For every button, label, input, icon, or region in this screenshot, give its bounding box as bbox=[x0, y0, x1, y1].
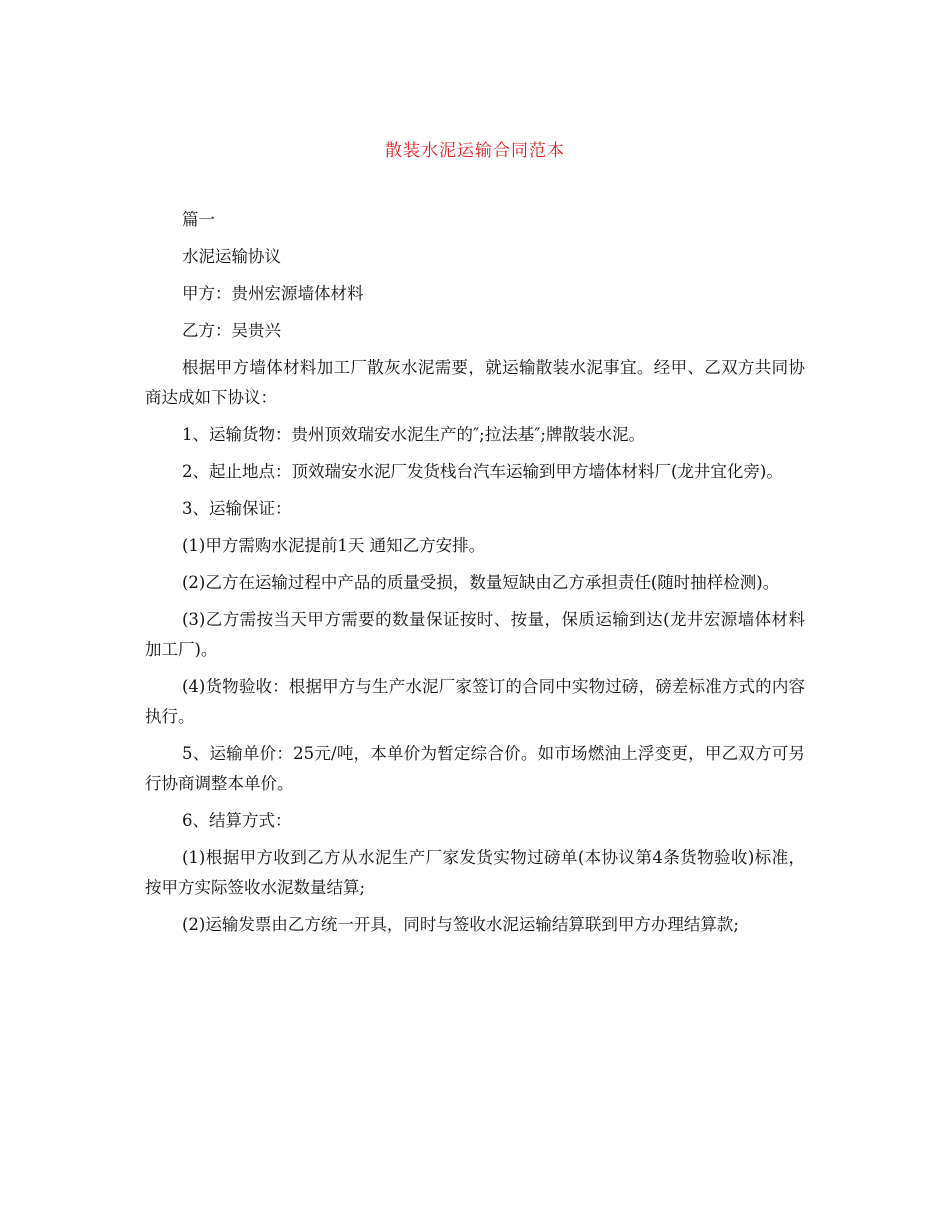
section-heading: 篇一 bbox=[182, 210, 215, 229]
clause-locations: 2、起止地点：顶效瑞安水泥厂发货栈台汽车运输到甲方墙体材料厂(龙井宜化旁)。 bbox=[182, 462, 783, 481]
party-a: 甲方：贵州宏源墙体材料 bbox=[182, 284, 364, 303]
clause-guarantee-heading: 3、运输保证： bbox=[182, 499, 292, 518]
clause-unit-price: 5、运输单价：25元/吨，本单价为暂定综合价。如市场燃油上浮变更，甲乙双方可另行协商调整本单价。 bbox=[145, 744, 805, 793]
document-body bbox=[145, 205, 805, 947]
clause-settlement-item-1: (1)根据甲方收到乙方从水泥生产厂家发货实物过磅单(本协议第4条货物验收)标准，按甲方实际签收水泥数量结算; bbox=[145, 848, 805, 897]
preamble-paragraph: 根据甲方墙体材料加工厂散灰水泥需要，就运输散装水泥事宜。经甲、乙双方共同协商达成如下协议： bbox=[145, 358, 805, 407]
clause-settlement-item-2: (2)运输发票由乙方统一开具，同时与签收水泥运输结算联到甲方办理结算款; bbox=[182, 915, 739, 934]
clause-guarantee-item-2: (2)乙方在运输过程中产品的质量受损，数量短缺由乙方承担责任(随时抽样检测)。 bbox=[182, 573, 780, 592]
clause-goods: 1、运输货物：贵州顶效瑞安水泥生产的″;拉法基″;牌散装水泥。 bbox=[182, 425, 645, 444]
document-title: 散装水泥运输合同范本 bbox=[385, 141, 565, 161]
clause-guarantee-item-1: (1)甲方需购水泥提前1天 通知乙方安排。 bbox=[182, 536, 486, 555]
clause-guarantee-item-4: (4)货物验收：根据甲方与生产水泥厂家签订的合同中实物过磅，磅差标准方式的内容执行。 bbox=[145, 677, 805, 726]
agreement-title: 水泥运输协议 bbox=[182, 247, 281, 266]
party-b: 乙方：吴贵兴 bbox=[182, 321, 281, 340]
clause-settlement-heading: 6、结算方式： bbox=[182, 811, 292, 830]
clause-guarantee-item-3: (3)乙方需按当天甲方需要的数量保证按时、按量，保质运输到达(龙井宏源墙体材料加工厂)。 bbox=[145, 610, 805, 659]
